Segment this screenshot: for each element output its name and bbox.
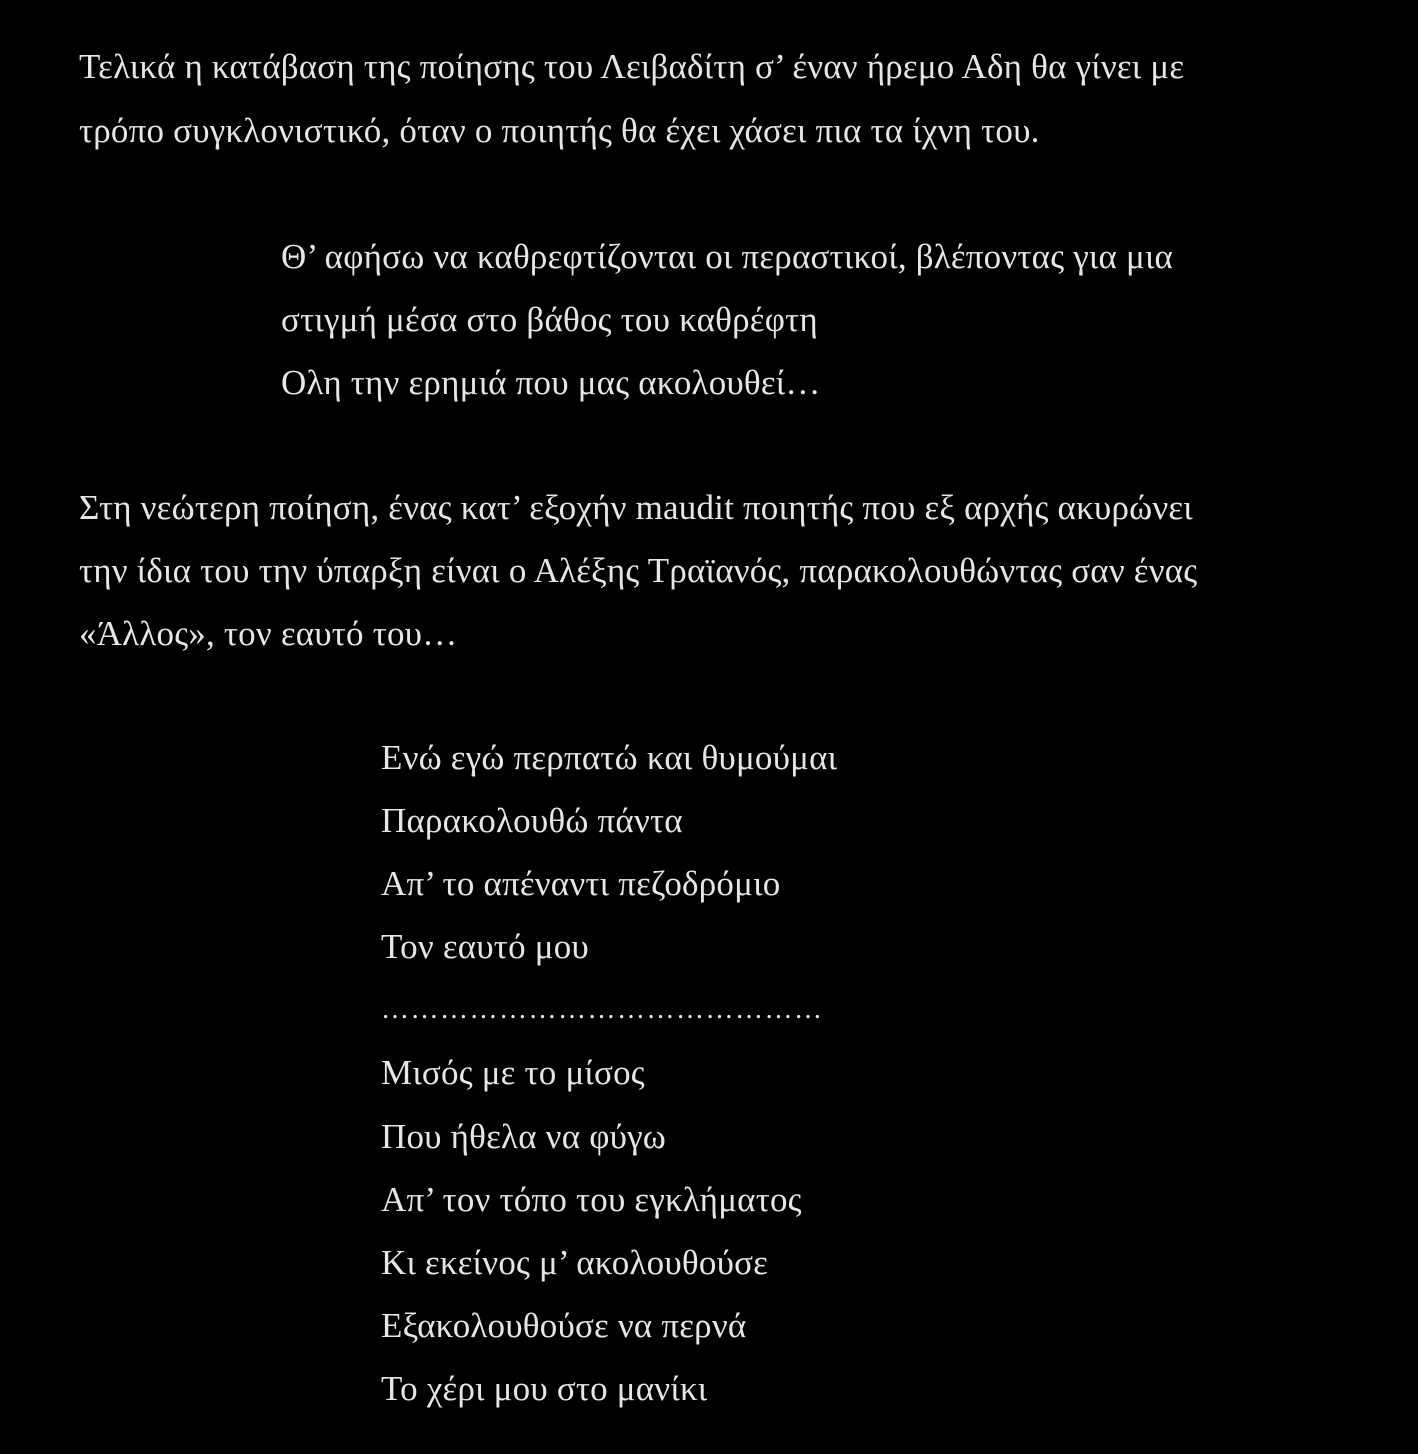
- verse-line: Ολη την ερημιά που μας ακολουθεί…: [281, 363, 821, 402]
- verse-line: στιγμή μέσα στο βάθος του καθρέφτη: [281, 300, 818, 339]
- paragraph-line: Στη νεώτερη ποίηση, ένας κατ’ εξοχήν maudit ποιητής που εξ αρχής ακυρώνει: [79, 488, 1193, 527]
- verse-line: Κι εκείνος μ’ ακολουθούσε: [381, 1243, 769, 1282]
- paragraph-line: τρόπο συγκλονιστικό, όταν ο ποιητής θα έχει χάσει πια τα ίχνη του.: [79, 111, 1040, 150]
- verse-line: Το χέρι μου στο μανίκι: [381, 1369, 708, 1408]
- verse-line: Εξακολουθούσε να περνά: [381, 1306, 747, 1345]
- paragraph-line: Τελικά η κατάβαση της ποίησης του Λειβαδίτη σ’ έναν ήρεμο Αδη θα γίνει με: [79, 47, 1185, 86]
- paragraph-line: την ίδια του την ύπαρξη είναι ο Αλέξης Τραϊανός, παρακολουθώντας σαν ένας: [79, 551, 1198, 590]
- omission-dots: ………………………………………: [381, 994, 824, 1025]
- verse-line: Ενώ εγώ περπατώ και θυμούμαι: [381, 738, 838, 777]
- verse-line: Μισός με το μίσος: [381, 1053, 645, 1092]
- verse-line: Που ήθελα να φύγω: [381, 1117, 667, 1156]
- verse-line: Θ’ αφήσω να καθρεφτίζονται οι περαστικοί, βλέποντας για μια: [281, 237, 1174, 276]
- verse-line: Τον εαυτό μου: [381, 927, 589, 966]
- verse-line: Παρακολουθώ πάντα: [381, 801, 683, 840]
- paragraph-line: «Άλλος», τον εαυτό του…: [79, 614, 458, 653]
- verse-line: Απ’ το απέναντι πεζοδρόμιο: [381, 864, 781, 903]
- verse-line: Απ’ τον τόπο του εγκλήματος: [381, 1180, 802, 1219]
